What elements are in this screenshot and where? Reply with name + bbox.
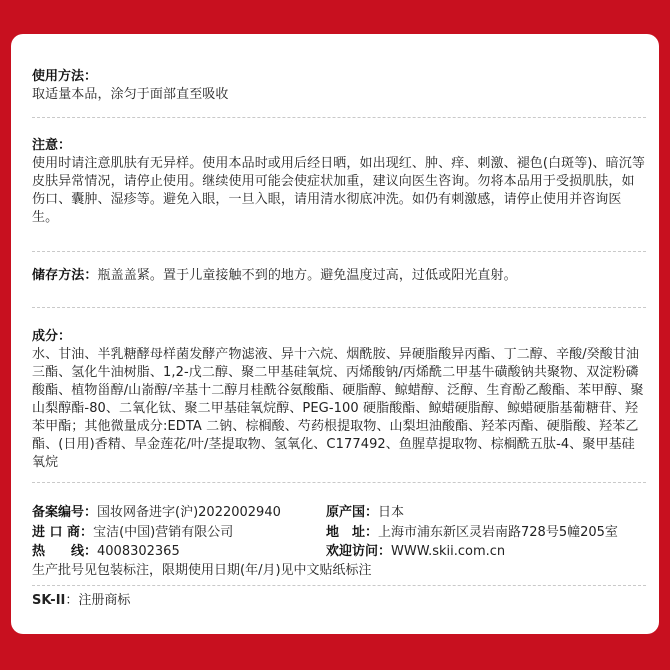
caution-label: 注意： <box>32 138 72 153</box>
usage-label: 使用方法： <box>32 69 98 84</box>
filing-number-label: 备案编号： <box>32 505 98 520</box>
caution-section <box>32 137 646 227</box>
address-value: 上海市浦东新区灵岩南路728号5幢205室 <box>378 525 618 540</box>
origin-value: 日本 <box>378 505 405 520</box>
storage-text: 瓶盖盖紧。置于儿童接触不到的地方。避免温度过高，过低或阳光直射。 <box>97 268 517 283</box>
website-row <box>326 543 505 561</box>
ingredients-section <box>32 328 646 472</box>
ingredients-text: 水、甘油、半乳糖酵母样菌发酵产物滤液、异十六烷、烟酰胺、异硬脂酸异丙酯、丁二醇、辛酸/癸酸甘油三酯、氢化牛油树脂、1,2-戊二醇、聚二甲基硅氧烷、丙烯酸钠/丙烯酰二甲基牛磺酸钠共聚物、双淀粉磷酸酯、植物甾醇/山嵛醇/辛基十二醇月桂酰谷氨酸酯、硬脂醇、鲸蜡醇、泛醇、生育酚乙酸酯、苯甲醇、聚山梨醇酯-80、二氧化钛、聚二甲基硅氧烷醇、PEG-100 硬脂酸酯、鲸蜡硬脂醇、鲸蜡硬脂基葡糖苷、羟苯甲酯；其他微量成分:EDTA 二钠、棕榈酸、芍药根提取物、山梨坦油酸酯、羟苯丙酯、硬脂酸、羟苯乙酯、(日用)香精、旱金莲花/叶/茎提取物、氢氧化、C177492、鱼腥草提取物、棕榈酰五肽-4、聚甲基硅氧烷 <box>32 347 644 470</box>
importer-label: 进 口 商： <box>32 525 94 540</box>
website-label: 欢迎访问： <box>326 544 392 559</box>
origin-label: 原产国： <box>326 505 379 520</box>
website-link[interactable]: WWW.skii.com.cn <box>391 544 506 559</box>
address-label: 地 址： <box>326 525 379 540</box>
usage-section <box>32 68 646 104</box>
brand-logo-text: SK-II <box>32 593 66 608</box>
top-banner <box>0 0 670 26</box>
trademark-text: ：注册商标 <box>65 593 131 608</box>
filing-number-value: 国妆网备进字(沪)2022002940 <box>97 505 281 520</box>
divider <box>32 307 646 308</box>
importer-row <box>32 524 233 542</box>
importer-value: 宝洁(中国)营销有限公司 <box>93 525 234 540</box>
hotline-row <box>32 543 180 561</box>
batch-note: 生产批号见包装标注，限期使用日期(年/月)见中文贴纸标注 <box>32 563 372 578</box>
hotline-label: 热 线： <box>32 544 98 559</box>
address-row <box>326 524 618 542</box>
usage-text: 取适量本品，涂匀于面部直至吸收 <box>32 87 229 102</box>
storage-section <box>32 267 646 285</box>
caution-text: 使用时请注意肌肤有无异样。使用本品时或用后经日晒，如出现红、肿、痒、刺激、褪色(白斑等)、暗沉等皮肤异常情况，请停止使用。继续使用可能会使症状加重，建议向医生咨询。勿将本品用于受损肌肤，如伤口、囊肿、湿疹等。避免入眼，一旦入眼，请用清水彻底冲洗。如仍有刺激感，请停止使用并咨询医生。 <box>32 156 645 225</box>
hotline-value: 4008302365 <box>97 544 180 559</box>
ingredients-label: 成分： <box>32 329 72 344</box>
storage-label: 储存方法： <box>32 268 98 283</box>
divider <box>32 482 646 483</box>
divider <box>32 585 646 586</box>
product-info-card <box>11 34 659 634</box>
origin-row <box>326 504 404 522</box>
filing-number-row <box>32 504 281 522</box>
divider <box>32 117 646 118</box>
divider <box>32 251 646 252</box>
trademark-row <box>32 592 130 610</box>
